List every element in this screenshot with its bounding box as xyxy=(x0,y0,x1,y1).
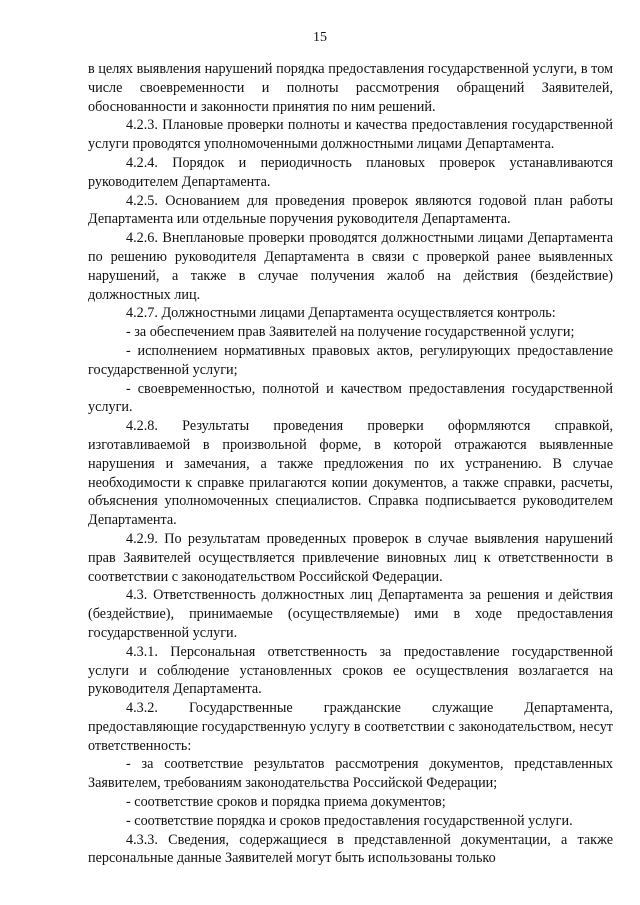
paragraph-4-3: 4.3. Ответственность должностных лиц Департамента за решения и действия (бездействие), принимаемые (осуществляемые) ими в ходе предоставления государственной услуги. xyxy=(88,587,613,641)
paragraph-4-2-3: 4.2.3. Плановые проверки полноты и качества предоставления государственной услуги проводятся уполномоченными должностными лицами Департамента. xyxy=(88,117,613,153)
list-item-control-rights: - за обеспечением прав Заявителей на получение государственной услуги; xyxy=(126,324,575,341)
paragraph-4-2-5: 4.2.5. Основанием для проведения проверок являются годовой план работы Департамента или отдельные поручения руководителя Департамента. xyxy=(88,192,613,228)
list-item-control-timeliness: - своевременностью, полнотой и качеством предоставления государственной услуги. xyxy=(88,380,613,416)
paragraph-4-2-4: 4.2.4. Порядок и периодичность плановых проверок устанавливаются руководителем Департамента. xyxy=(88,154,613,190)
list-item-responsibility-terms: - соответствие сроков и порядка приема документов; xyxy=(126,794,446,811)
paragraph-4-2-6: 4.2.6. Внеплановые проверки проводятся должностными лицами Департамента по решению руководителя Департамента в связи с проверкой ранее выявленных нарушений, а также в случае получения жалоб на действия (бездействие) должностных лиц. xyxy=(88,230,613,303)
paragraph-4-3-1: 4.3.1. Персональная ответственность за предоставление государственной услуги и соблюдение установленных сроков ее осуществления возлагается на руководителя Департамента. xyxy=(88,643,613,698)
document-body xyxy=(88,60,613,868)
list-item-control-acts: - исполнением нормативных правовых актов, регулирующих предоставление государственной услуги; xyxy=(88,342,613,378)
paragraph-4-2-8: 4.2.8. Результаты проведения проверки оформляются справкой, изготавливаемой в произвольной форме, в которой отражаются выявленные нарушения и замечания, а также предложения по их устранению. В случае необходимости к справке прилагаются копии документов, а также справки, расчеты, объяснения уполномоченных специалистов. Справка подписывается руководителем Департамента. xyxy=(88,418,613,529)
paragraph-4-3-3: 4.3.3. Сведения, содержащиеся в представленной документации, а также персональные данные Заявителей могут быть использованы только xyxy=(88,831,613,867)
list-item-responsibility-results: - за соответствие результатов рассмотрения документов, представленных Заявителем, требованиям законодательства Российской Федерации; xyxy=(88,756,613,792)
list-item-responsibility-order: - соответствие порядка и сроков предоставления государственной услуги. xyxy=(126,812,573,829)
paragraph-4-2-9: 4.2.9. По результатам проведенных проверок в случае выявления нарушений прав Заявителей осуществляется привлечение виновных лиц к ответственности в соответствии с законодательством Российской Федерации. xyxy=(88,530,613,585)
paragraph-intro: в целях выявления нарушений порядка предоставления государственной услуги, в том числе своевременности и полноты рассмотрения обращений Заявителей, обоснованности и законности принятия по ним решений. xyxy=(88,61,613,115)
page-number: 15 xyxy=(313,30,327,45)
paragraph-4-3-2: 4.3.2. Государственные гражданские служащие Департамента, предоставляющие государственную услугу в соответствии с законодательством, несут ответственность: xyxy=(88,700,613,754)
paragraph-4-2-7: 4.2.7. Должностными лицами Департамента осуществляется контроль: xyxy=(126,305,556,322)
